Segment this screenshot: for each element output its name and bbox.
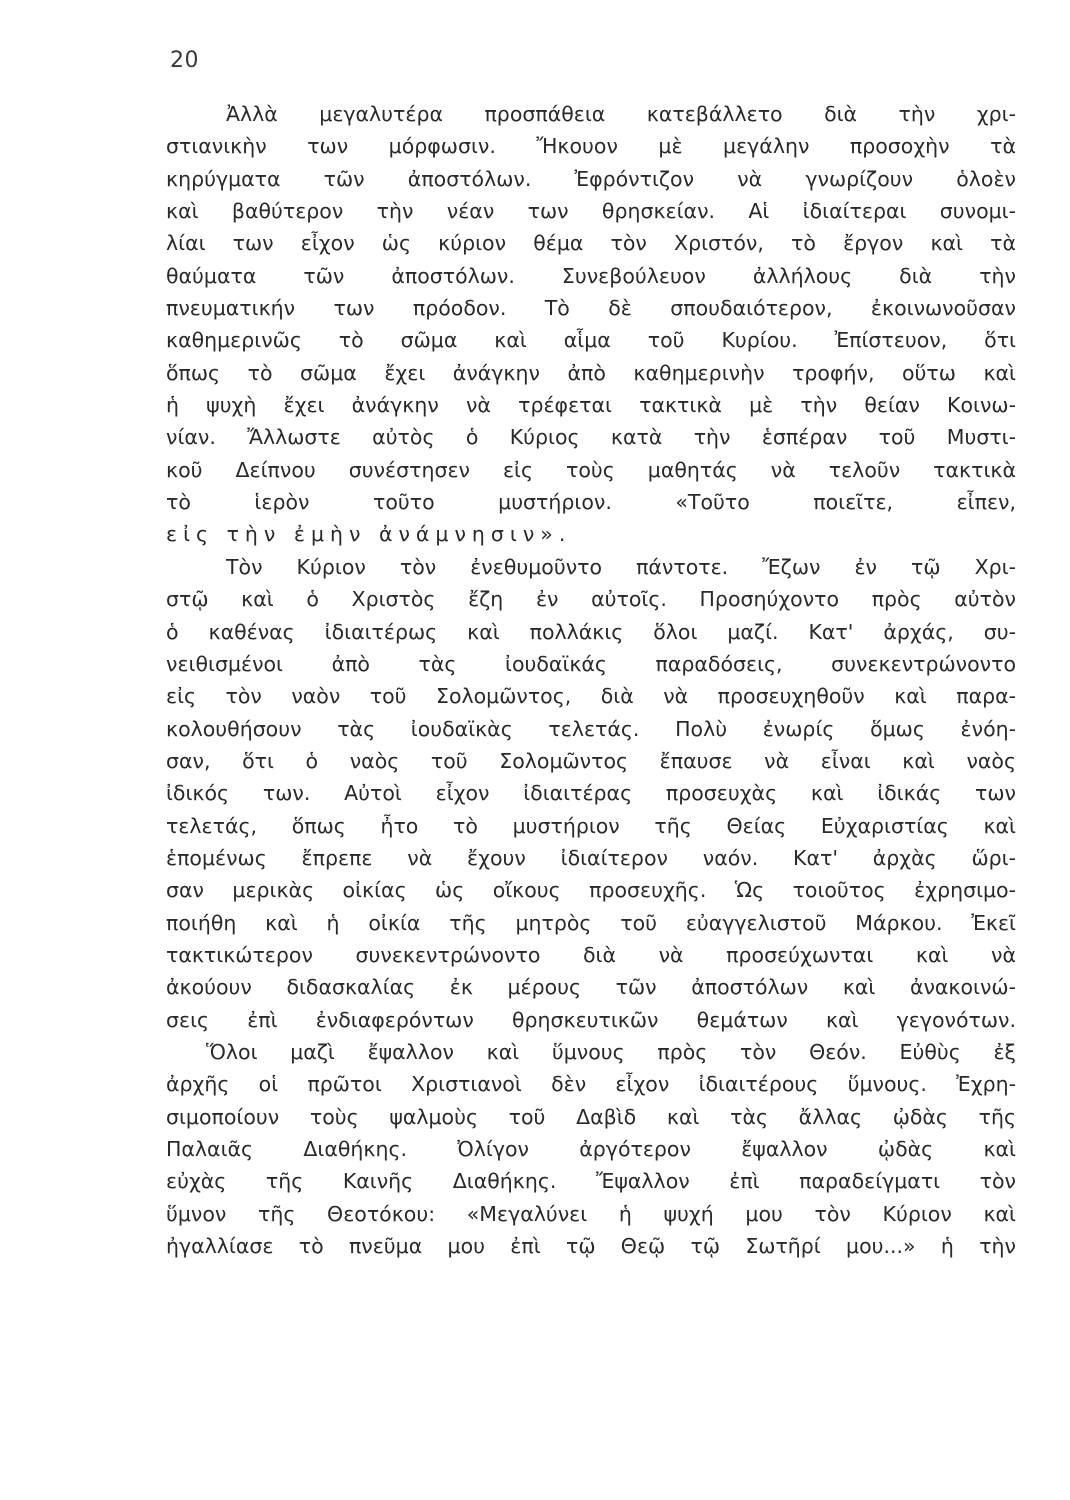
text-line: ἀρχῆς οἱ πρῶτοι Χριστιανοὶ δὲν εἶχον ἰδιαιτέρους ὕμνους. Ἐχρη- <box>166 1072 1016 1097</box>
text-line: σαν, ὅτι ὁ ναὸς τοῦ Σολομῶντος ἔπαυσε νὰ εἶναι καὶ ναὸς <box>166 748 1016 773</box>
text-line: σαν μερικὰς οἰκίας ὡς οἴκους προσευχῆς. Ὡς τοιοῦτος ἐχρησιμο- <box>166 878 1016 903</box>
text-line: νίαν. Ἄλλωστε αὐτὸς ὁ Κύριος κατὰ τὴν ἑσπέραν τοῦ Μυστι- <box>166 425 1016 450</box>
text-line: τελετάς, ὅπως ἦτο τὸ μυστήριον τῆς Θείας Εὐχαριστίας καὶ <box>166 813 1016 838</box>
text-line: ἡ ψυχὴ ἔχει ἀνάγκην νὰ τρέφεται τακτικὰ μὲ τὴν θείαν Κοινω- <box>166 393 1016 418</box>
text-line: νειθισμένοι ἀπὸ τὰς ἰουδαϊκάς παραδόσεις, συνεκεντρώνοντο <box>166 651 1016 676</box>
text-line: ὁ καθένας ἰδιαιτέρως καὶ πολλάκις ὅλοι μαζί. Κατ' ἀρχάς, συ- <box>166 619 1016 644</box>
text-line: πνευματικήν των πρόοδον. Τὸ δὲ σπουδαιότερον, ἐκοινωνοῦσαν <box>166 296 1016 321</box>
text-line: καὶ βαθύτερον τὴν νέαν των θρησκείαν. Αἱ ἰδιαίτεραι συνομι- <box>166 199 1016 224</box>
text-line: σεις ἐπὶ ἐνδιαφερόντων θρησκευτικῶν θεμάτων καὶ γεγονότων. <box>166 1007 1016 1032</box>
text-line: Ἀλλὰ μεγαλυτέρα προσπάθεια κατεβάλλετο διὰ τὴν χρι- <box>226 102 1016 126</box>
text-line: τὸ ἱερὸν τοῦτο μυστήριον. «Τοῦτο ποιεῖτε, εἶπεν, <box>166 490 1016 515</box>
page-number: 20 <box>170 48 199 73</box>
text-line: Ὅλοι μαζὶ ἔψαλλον καὶ ὕμνους πρὸς τὸν Θεόν. Εὐθὺς ἐξ <box>206 1039 1016 1064</box>
text-line: ἠγαλλίασε τὸ πνεῦμα μου ἐπὶ τῷ Θεῷ τῷ Σωτῆρί μου...» ἡ τὴν <box>166 1234 1016 1259</box>
text-line: στῷ καὶ ὁ Χριστὸς ἔζη ἐν αὐτοῖς. Προσηύχοντο πρὸς αὐτὸν <box>166 587 1016 612</box>
text-line: σιμοποίουν τοὺς ψαλμοὺς τοῦ Δαβὶδ καὶ τὰς ἄλλας ᾠδὰς τῆς <box>166 1104 1016 1129</box>
text-line: ὅπως τὸ σῶμα ἔχει ἀνάγκην ἀπὸ καθημερινὴν τροφήν, οὕτω καὶ <box>166 360 1016 385</box>
text-line: λίαι των εἶχον ὡς κύριον θέμα τὸν Χριστόν, τὸ ἔργον καὶ τὰ <box>166 231 1016 256</box>
text-line: ποιήθη καὶ ἡ οἰκία τῆς μητρὸς τοῦ εὐαγγελιστοῦ Μάρκου. Ἐκεῖ <box>166 910 1016 935</box>
text-line: εἰς τὴν ἐμὴν ἀνάμνησιν». <box>166 522 572 547</box>
text-line: ἑπομένως ἔπρεπε νὰ ἔχουν ἰδιαίτερον ναόν. Κατ' ἀρχὰς ὥρι- <box>166 845 1016 870</box>
text-line: ὕμνον τῆς Θεοτόκου: «Μεγαλύνει ἡ ψυχή μου τὸν Κύριον καὶ <box>166 1201 1016 1226</box>
text-line: Παλαιᾶς Διαθήκης. Ὀλίγον ἀργότερον ἔψαλλον ᾠδὰς καὶ <box>166 1137 1016 1161</box>
text-line: στιανικὴν των μόρφωσιν. Ἤκουον μὲ μεγάλην προσοχὴν τὰ <box>166 134 1016 159</box>
text-line: καθημερινῶς τὸ σῶμα καὶ αἷμα τοῦ Κυρίου. Ἐπίστευον, ὅτι <box>166 328 1016 353</box>
text-line: Τὸν Κύριον τὸν ἐνεθυμοῦντο πάντοτε. Ἔζων ἐν τῷ Χρι- <box>226 554 1016 579</box>
text-line: κοῦ Δείπνου συνέστησεν εἰς τοὺς μαθητάς νὰ τελοῦν τακτικὰ <box>166 457 1016 482</box>
text-line: τακτικώτερον συνεκεντρώνοντο διὰ νὰ προσεύχωνται καὶ νὰ <box>166 942 1016 967</box>
body-text <box>166 98 1016 1262</box>
text-line: κολουθήσουν τὰς ἰουδαϊκὰς τελετάς. Πολὺ ἐνωρίς ὅμως ἐνόη- <box>166 716 1016 741</box>
text-line: εὐχὰς τῆς Καινῆς Διαθήκης. Ἔψαλλον ἐπὶ παραδείγματι τὸν <box>166 1169 1016 1194</box>
text-line: ἀκούουν διδασκαλίας ἐκ μέρους τῶν ἀποστόλων καὶ ἀνακοινώ- <box>166 975 1016 1000</box>
text-line: εἰς τὸν ναὸν τοῦ Σολομῶντος, διὰ νὰ προσευχηθοῦν καὶ παρα- <box>166 684 1016 709</box>
text-line: θαύματα τῶν ἀποστόλων. Συνεβούλευον ἀλλήλους διὰ τὴν <box>166 263 1016 288</box>
text-line: ἰδικός των. Αὐτοὶ εἶχον ἰδιαιτέρας προσευχὰς καὶ ἰδικάς των <box>166 781 1016 806</box>
text-line: κηρύγματα τῶν ἀποστόλων. Ἐφρόντιζον νὰ γνωρίζουν ὁλοὲν <box>166 166 1016 191</box>
